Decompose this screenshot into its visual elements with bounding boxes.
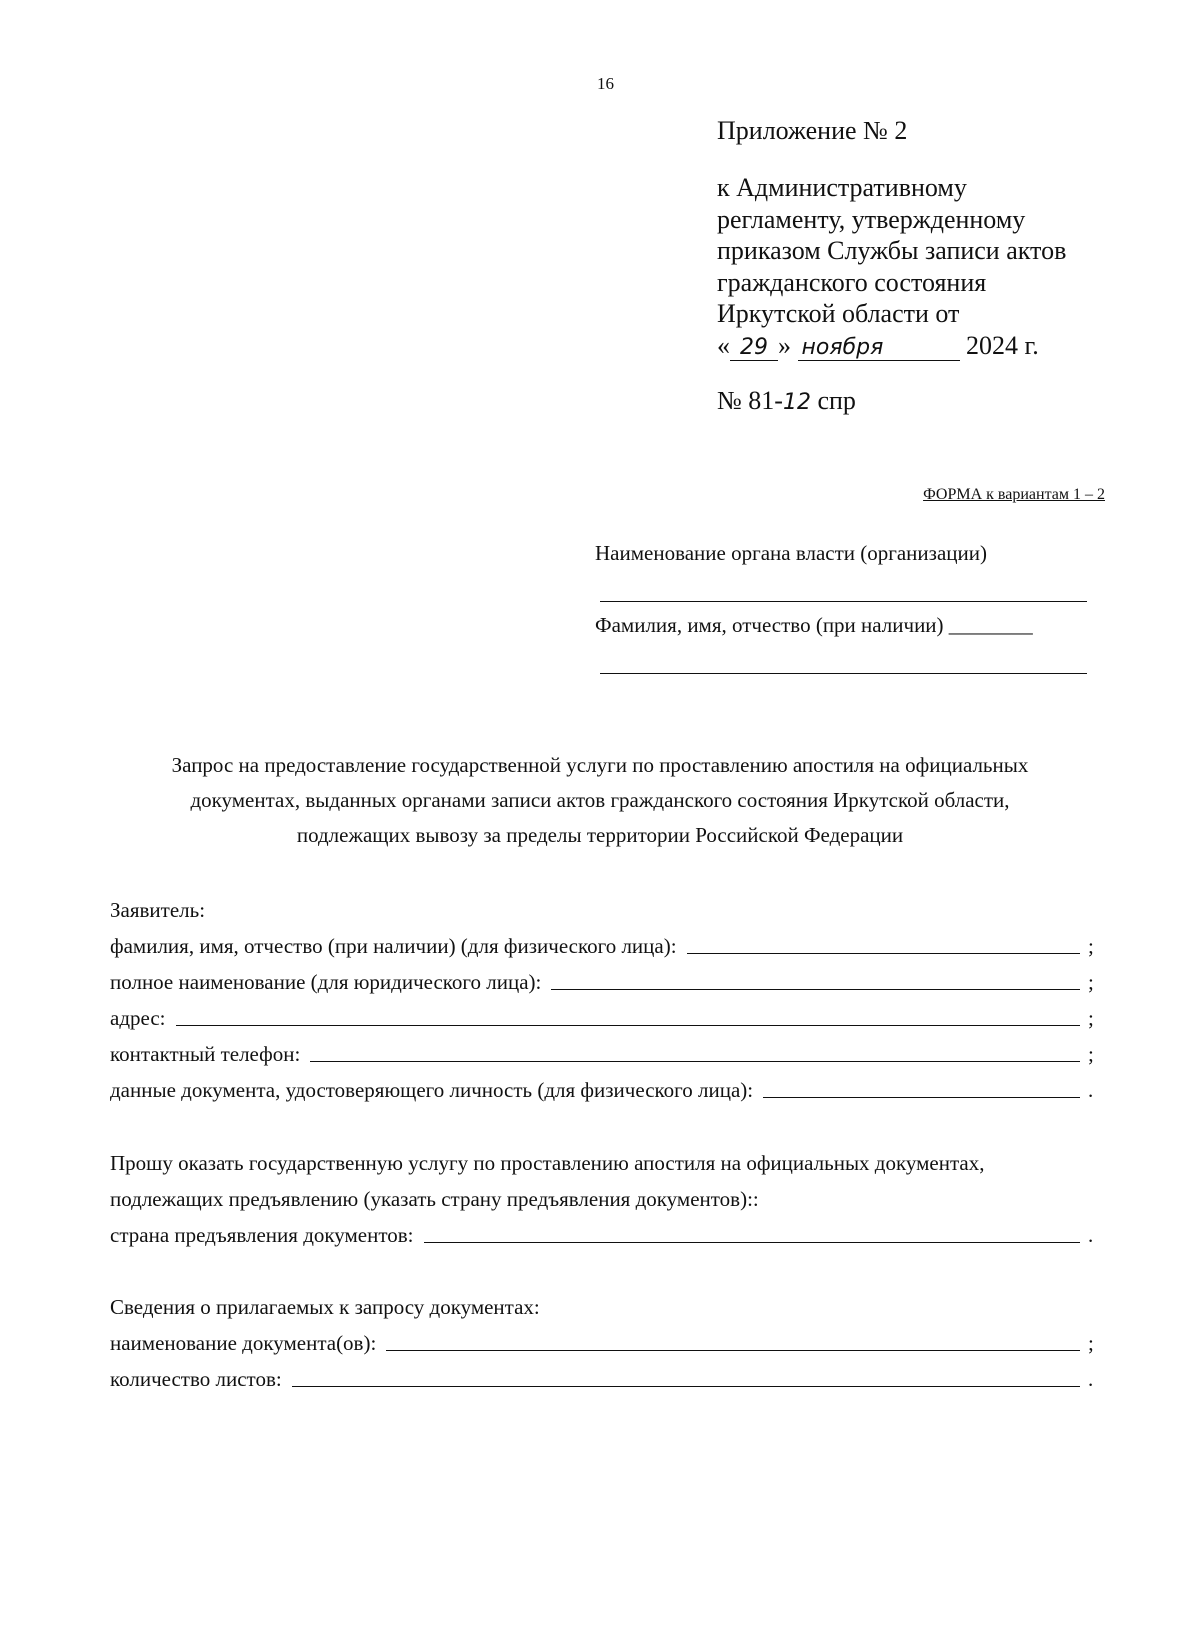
field-end: ; xyxy=(1088,970,1094,994)
order-handwritten: 12 xyxy=(782,390,811,415)
field-label: адрес: xyxy=(110,1006,166,1030)
fill-line xyxy=(310,1060,1080,1062)
doc-name-label: наименование документа(ов): xyxy=(110,1331,377,1355)
regulation-line-5: Иркутской области от xyxy=(717,299,960,328)
field-end: ; xyxy=(1088,1006,1094,1030)
applicant-id-document-row xyxy=(110,1078,1102,1103)
page-number: 16 xyxy=(597,74,614,93)
regulation-line-2: регламенту, утвержденному xyxy=(717,204,1026,234)
form-label: ФОРМА к вариантам 1 – 2 xyxy=(923,486,1105,503)
date-close-quote: » xyxy=(778,330,791,360)
fill-line xyxy=(424,1241,1080,1243)
attachments-heading: Сведения о прилагаемых к запросу документах: xyxy=(110,1295,540,1319)
regulation-line-4: гражданского состояния xyxy=(717,267,987,297)
fill-line xyxy=(687,952,1080,954)
org-name-line xyxy=(600,601,1087,602)
applicant-heading: Заявитель: xyxy=(110,898,206,922)
sheets-label: количество листов: xyxy=(110,1367,282,1391)
request-text-line-1: Прошу оказать государственную услугу по проставлению апостиля на официальных документах, xyxy=(110,1151,985,1175)
request-text-line-2: подлежащих предъявлению (указать страну предъявления документов):: xyxy=(110,1187,759,1211)
recipient-fio-label: Фамилия, имя, отчество (при наличии) ________ xyxy=(595,613,1033,637)
order-number xyxy=(717,386,856,416)
sheets-row xyxy=(110,1367,1102,1392)
appendix-title: Приложение № 2 xyxy=(717,116,908,145)
field-end: ; xyxy=(1088,1331,1094,1355)
order-prefix: № 81- xyxy=(717,386,783,415)
country-label: страна предъявления документов: xyxy=(110,1223,414,1247)
applicant-fio-row xyxy=(110,934,1102,959)
recipient-fio-line xyxy=(600,673,1087,674)
fill-line xyxy=(386,1349,1080,1351)
field-label: фамилия, имя, отчество (при наличии) (для физического лица): xyxy=(110,934,677,958)
field-label: данные документа, удостоверяющего личность (для физического лица): xyxy=(110,1078,754,1102)
field-end: ; xyxy=(1088,1042,1094,1066)
applicant-address-row xyxy=(110,1006,1102,1031)
fill-line xyxy=(176,1024,1080,1026)
applicant-org-name-row xyxy=(110,970,1102,995)
date-month-handwritten: ноября xyxy=(798,336,960,361)
request-title-line-2: документах, выданных органами записи актов гражданского состояния Иркутской области, xyxy=(190,788,1010,812)
request-title xyxy=(0,748,1200,853)
doc-name-row xyxy=(110,1331,1102,1356)
field-label: контактный телефон: xyxy=(110,1042,301,1066)
applicant-phone-row xyxy=(110,1042,1102,1067)
fill-line xyxy=(763,1096,1080,1098)
date-day-handwritten: 29 xyxy=(730,336,778,361)
field-end: . xyxy=(1088,1223,1094,1247)
fill-line xyxy=(551,988,1080,990)
org-name-label: Наименование органа власти (организации) xyxy=(595,541,987,565)
field-end: ; xyxy=(1088,934,1094,958)
request-title-line-1: Запрос на предоставление государственной услуги по проставлению апостиля на официальных xyxy=(171,753,1029,777)
date-open-quote: « xyxy=(717,330,730,360)
field-label: полное наименование (для юридического лица): xyxy=(110,970,542,994)
order-suffix: спр xyxy=(810,386,856,415)
country-row xyxy=(110,1223,1102,1248)
fill-line xyxy=(292,1385,1080,1387)
regulation-line-1: к Административному xyxy=(717,173,967,202)
regulation-date xyxy=(717,330,1066,362)
regulation-line-3: приказом Службы записи актов xyxy=(717,236,1067,265)
request-title-line-3: подлежащих вывозу за пределы территории Российской Федерации xyxy=(296,823,904,847)
regulation-reference xyxy=(717,172,1066,361)
date-year: 2024 г. xyxy=(966,330,1039,360)
field-end: . xyxy=(1088,1078,1094,1102)
field-end: . xyxy=(1088,1367,1094,1391)
